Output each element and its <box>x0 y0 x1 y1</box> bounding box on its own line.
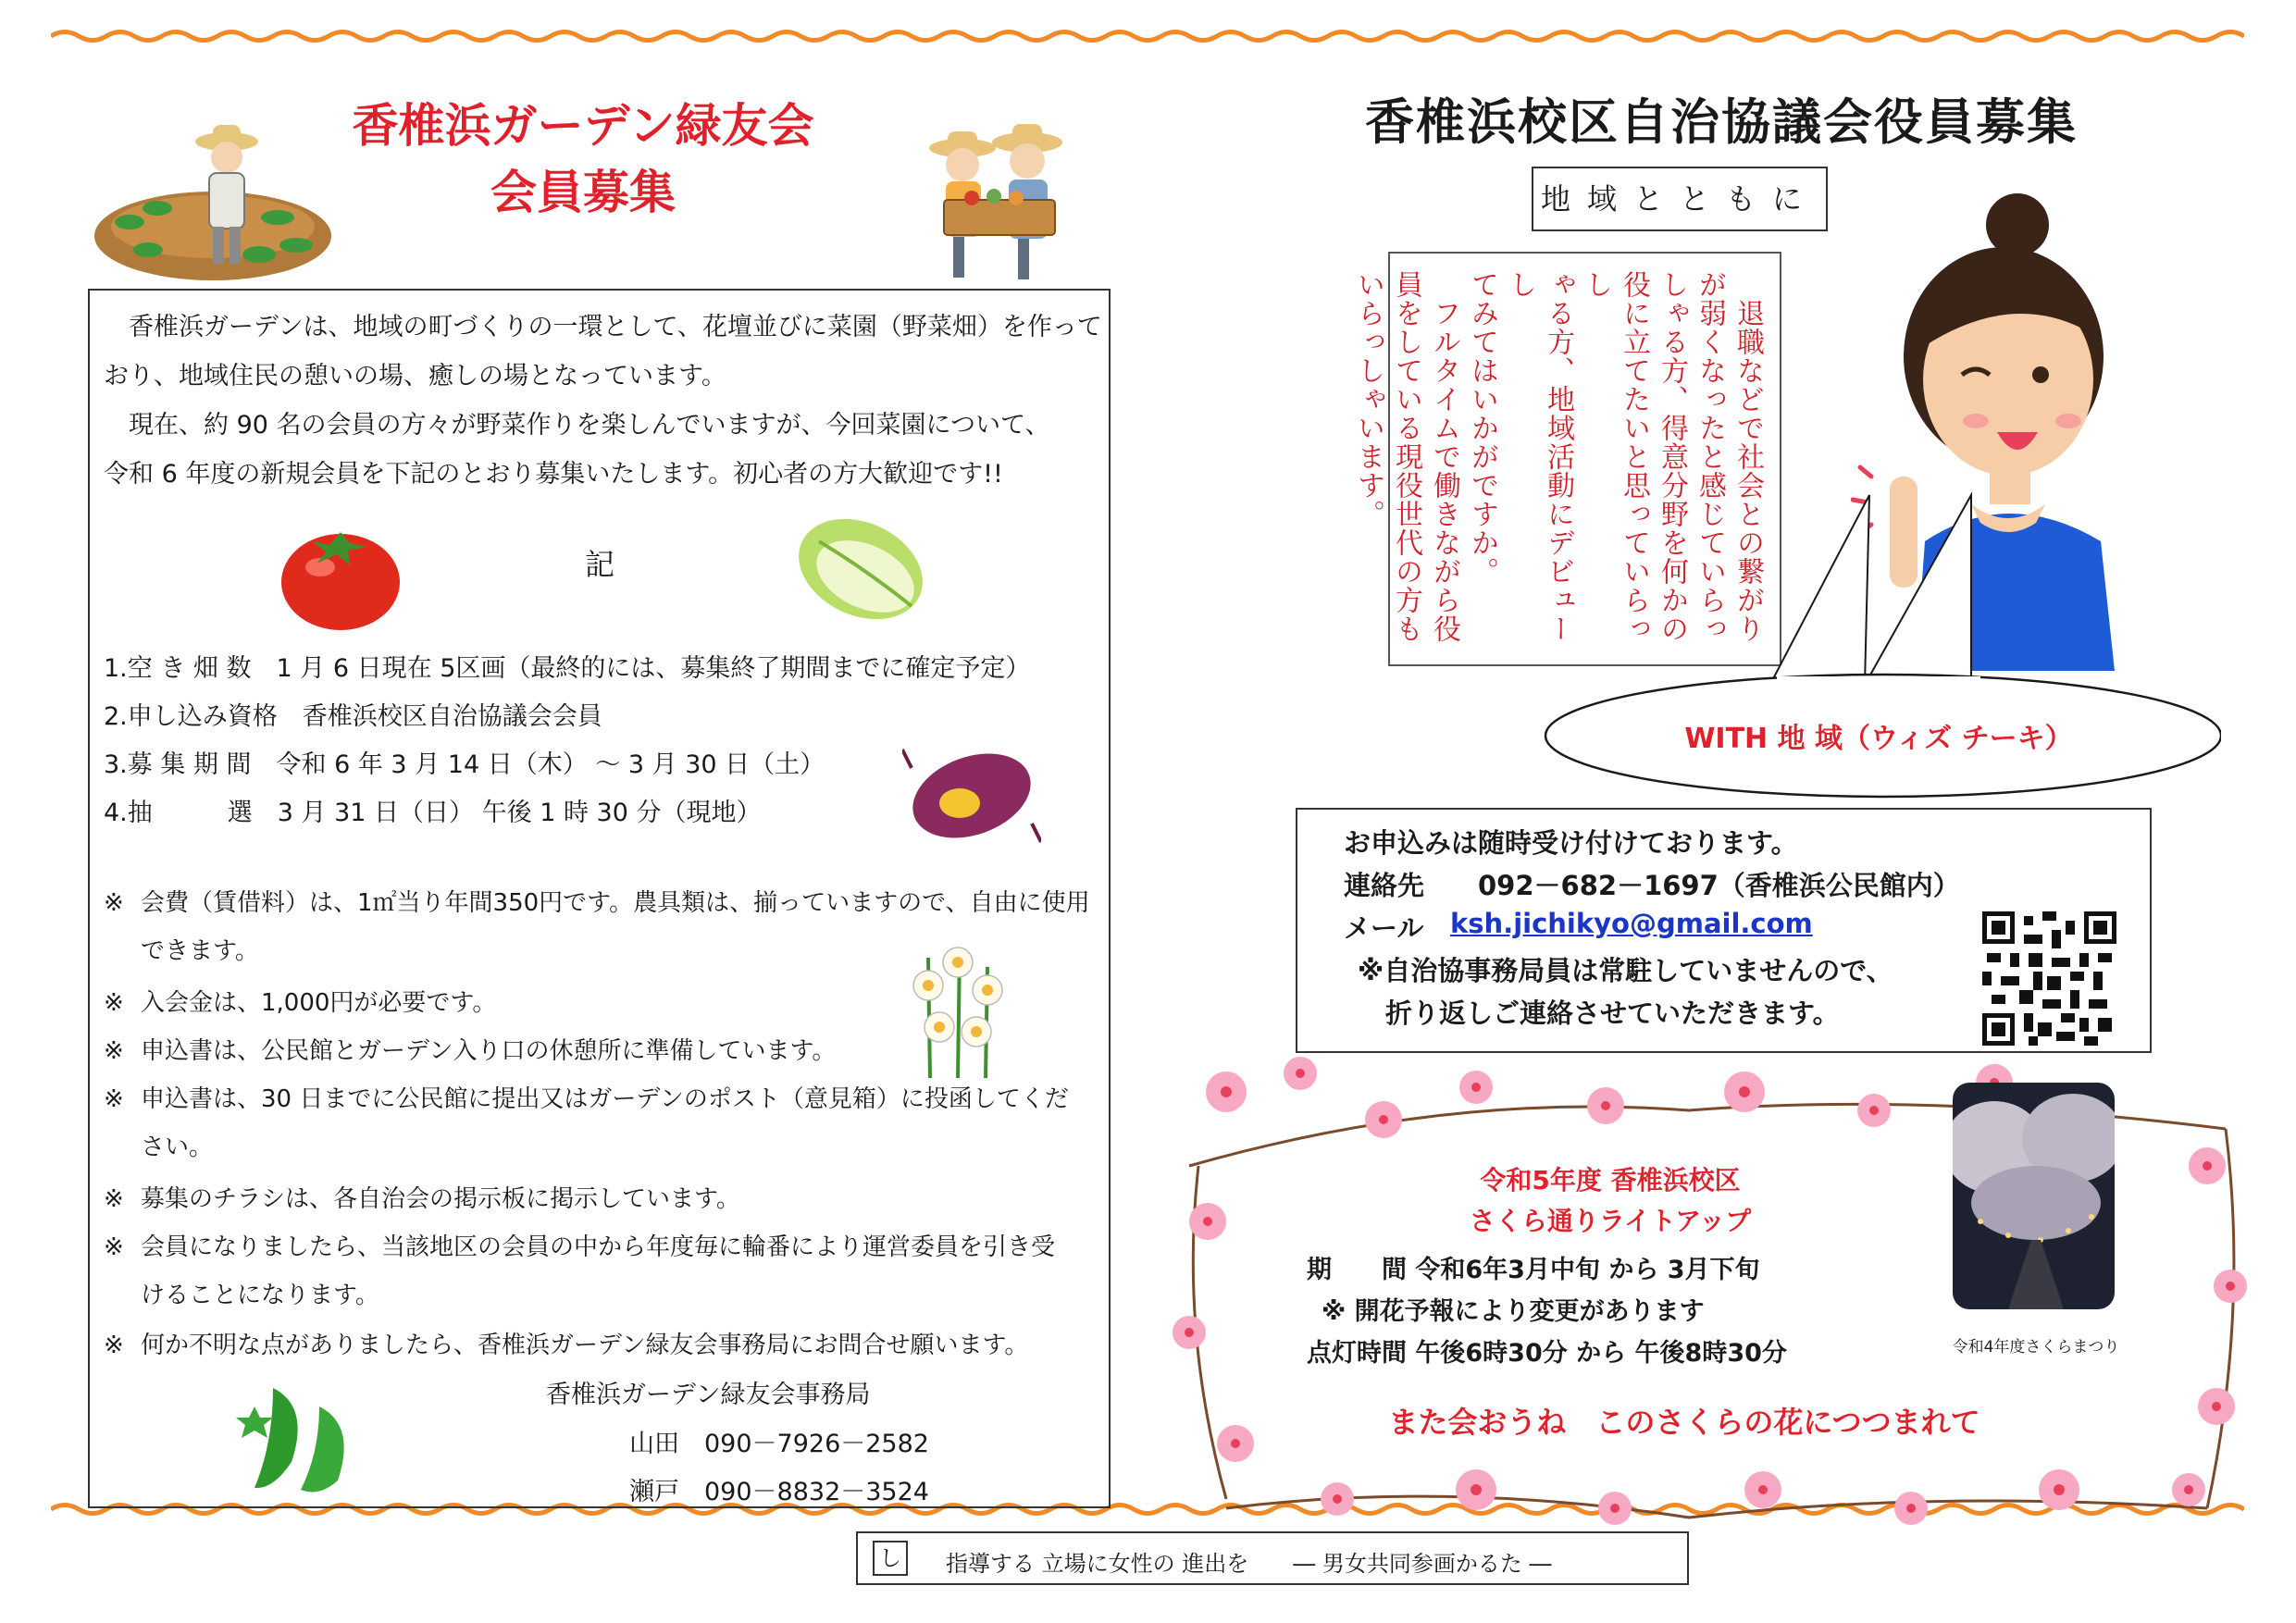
vertical-line: 役に立てたいと思っていらっし <box>1580 270 1650 643</box>
garden-office-contact-yamada: 山田 090－7926－2582 <box>629 1430 929 1458</box>
vertical-line: 員をしている現役世代の方も <box>1390 270 1422 643</box>
vertical-line: 退職などで社会との繋がり <box>1731 270 1764 643</box>
chinese-cabbage-illustration <box>791 504 930 625</box>
karuta-text: 指導する 立場に女性の 進出を ― 男女共同参画かるた ― <box>946 1551 1552 1577</box>
daffodil-illustration <box>902 921 1013 1078</box>
note-mark: ※ <box>104 1085 124 1113</box>
note-mark: ※ <box>104 1332 124 1359</box>
contact-mail-label: メール <box>1344 912 1424 944</box>
note-inquiries <box>104 1321 1103 1369</box>
sakura-slogan: また会おうね このさくらの花につつまれて <box>1388 1405 1980 1440</box>
note-continuation: できます。 <box>141 937 259 965</box>
karuta-letter: し <box>873 1541 908 1576</box>
note-text: 会員になりましたら、当該地区の会員の中から年度毎に輪番により運営委員を引き受 <box>141 1233 1056 1261</box>
contact-note-line1: ※自治協事務局員は常駐していませんので、 <box>1358 955 1893 986</box>
sakura-period: 期 間 令和6年3月中旬 から 3月下旬 <box>1307 1256 1760 1284</box>
photo-caption: 令和4年度さくらまつり <box>1952 1338 2120 1357</box>
note-flyer <box>104 1175 1103 1223</box>
note-mark: ※ <box>104 1185 124 1213</box>
sakura-title-line1: 令和5年度 香椎浜校区 <box>1480 1165 1741 1196</box>
note-mark: ※ <box>104 1233 124 1261</box>
item-qualification: 2.申し込み資格 香椎浜校区自治協議会会員 <box>104 702 602 731</box>
vertical-line: いらっしゃいます。 <box>1352 270 1384 528</box>
vertical-line: が弱くなったと感じていらっ <box>1694 270 1726 643</box>
note-text: 会費（賃借料）は、1㎡当り年間350円です。農具類は、揃っていますので、自由に使用 <box>141 889 1090 917</box>
ki-heading: 記 <box>585 547 615 582</box>
intro-line: 香椎浜ガーデンは、地域の町づくりの一環として、花壇並びに菜園（野菜畑）を作って <box>104 313 1102 341</box>
item-vacant-plots: 1.空 き 畑 数 1 月 6 日現在 5区画（最終的には、募集終了期間までに確定予定） <box>104 654 1031 683</box>
karuta-footer-box <box>856 1531 1689 1585</box>
sakura-lighting-time: 点灯時間 午後6時30分 から 午後8時30分 <box>1307 1339 1787 1368</box>
intro-line: 令和 6 年度の新規会員を下記のとおり募集いたします。初心者の方大歓迎です!! <box>104 460 1003 489</box>
contact-email-link[interactable]: ksh.jichikyo@gmail.com <box>1450 908 1813 939</box>
farming-couple-illustration <box>916 120 1083 287</box>
contact-tel-label: 連絡先 <box>1344 870 1425 901</box>
garden-office-contact-seto: 瀬戸 090－8832－3524 <box>629 1478 929 1506</box>
sweet-potato-illustration <box>902 731 1041 861</box>
contact-note-line2: 折り返しご連絡させていただきます。 <box>1385 997 1840 1029</box>
top-wavy-border <box>51 26 2244 46</box>
note-text: 申込書は、公民館とガーデン入り口の休憩所に準備しています。 <box>141 1037 837 1065</box>
sakura-festival-photo <box>1953 1083 2115 1309</box>
garden-intro-text <box>104 303 1103 499</box>
left-title-line2: 会員募集 <box>490 166 676 219</box>
note-text: 入会金は、1,000円が必要です。 <box>141 989 497 1017</box>
intro-line: 現在、約 90 名の会員の方々が野菜作りを楽しんでいますが、今回菜園について、 <box>104 411 1050 440</box>
left-title-line1: 香椎浜ガーデン緑友会 <box>352 99 814 153</box>
qr-code[interactable] <box>1982 911 2116 1046</box>
note-submission <box>104 1075 1103 1171</box>
contact-tel-number: 092－682－1697（香椎浜公民館内） <box>1478 870 1960 901</box>
note-continuation: けることになります。 <box>141 1282 379 1309</box>
right-title: 香椎浜校区自治協議会役員募集 <box>1365 94 2078 151</box>
item-period: 3.募 集 期 間 令和 6 年 3 月 14 日（木） ～ 3 月 30 日（土） <box>104 750 825 779</box>
note-text: 何か不明な点がありましたら、香椎浜ガーデン緑友会事務局にお問合せ願います。 <box>141 1332 1029 1359</box>
tomato-illustration <box>276 514 405 634</box>
note-mark: ※ <box>104 989 124 1017</box>
contact-accepting-text: お申込みは随時受け付けております。 <box>1344 827 1798 859</box>
chiiki-tagline-box: 地域とともに <box>1532 167 1828 231</box>
vertical-line: ゃる方、地域活動にデビューし <box>1504 270 1574 643</box>
note-text: 募集のチラシは、各自治会の掲示板に掲示しています。 <box>141 1185 740 1213</box>
vertical-line: しゃる方、得意分野を何かの <box>1656 270 1688 643</box>
intro-line: おり、地域住民の憩いの場、癒しの場となっています。 <box>104 362 726 390</box>
sakura-title-line2: さくら通りライトアップ <box>1469 1206 1752 1236</box>
vertical-line: てみてはいかがですか。 <box>1466 270 1498 586</box>
with-chiiki-slogan: WITH 地 域（ウィズ チーキ） <box>1684 723 2073 755</box>
note-committee <box>104 1223 1103 1319</box>
item-lottery: 4.抽 選 3 月 31 日（日） 午後 1 時 30 分（現地） <box>104 799 762 827</box>
note-continuation: さい。 <box>141 1134 214 1161</box>
green-pepper-illustration <box>236 1369 375 1499</box>
note-mark: ※ <box>104 1037 124 1065</box>
farmer-in-field-illustration <box>93 116 333 282</box>
note-mark: ※ <box>104 889 124 917</box>
vertical-line: フルタイムで働きながら役 <box>1428 270 1460 643</box>
garden-office-name: 香椎浜ガーデン緑友会事務局 <box>546 1381 871 1409</box>
note-text: 申込書は、30 日までに公民館に提出又はガーデンのポスト（意見箱）に投函してくだ <box>141 1085 1069 1113</box>
sakura-change-note: ※ 開花予報により変更があります <box>1322 1297 1705 1326</box>
